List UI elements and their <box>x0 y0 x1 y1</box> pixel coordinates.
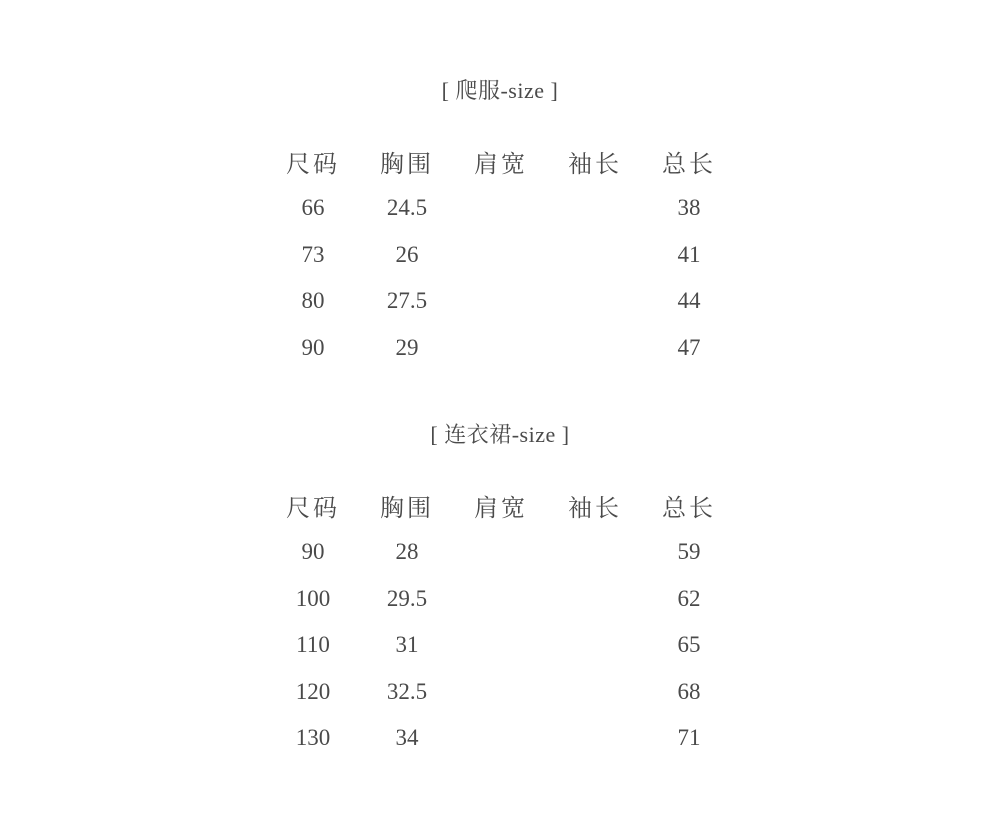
cell-size: 90 <box>301 539 325 564</box>
column-header-size: 尺码 <box>286 152 340 178</box>
table-row <box>266 529 736 576</box>
cell-shoulder <box>454 529 548 576</box>
cell-length: 68 <box>677 678 701 704</box>
column-header-length: 总长 <box>662 496 716 522</box>
cell-sleeve <box>548 669 642 716</box>
table-row <box>266 325 736 372</box>
cell-sleeve <box>548 278 642 325</box>
size-table <box>266 145 736 371</box>
cell-size: 100 <box>295 585 331 611</box>
section-title: [ 爬服-size ] <box>441 78 559 103</box>
cell-shoulder <box>454 669 548 716</box>
cell-shoulder <box>454 715 548 762</box>
table-header-row <box>266 489 736 529</box>
cell-length: 59 <box>677 539 701 564</box>
column-header-sleeve: 袖长 <box>568 496 622 522</box>
cell-sleeve <box>548 185 642 232</box>
cell-size: 66 <box>301 195 325 220</box>
size-table <box>266 489 736 762</box>
table-row <box>266 669 736 716</box>
table-row <box>266 278 736 325</box>
column-header-length: 总长 <box>662 152 716 178</box>
cell-sleeve <box>548 232 642 279</box>
cell-sleeve <box>548 325 642 372</box>
cell-chest: 31 <box>395 632 419 658</box>
table-row <box>266 232 736 279</box>
cell-shoulder <box>454 622 548 669</box>
cell-length: 41 <box>677 241 701 267</box>
cell-chest: 24.5 <box>386 195 428 220</box>
table-row <box>266 185 736 232</box>
column-header-sleeve: 袖长 <box>568 152 622 178</box>
cell-chest: 26 <box>395 241 419 267</box>
cell-chest: 27.5 <box>386 288 428 314</box>
table-header-row <box>266 145 736 185</box>
cell-sleeve <box>548 529 642 576</box>
cell-length: 44 <box>677 288 701 314</box>
cell-size: 130 <box>295 725 331 751</box>
table-row <box>266 622 736 669</box>
column-header-shoulder: 肩宽 <box>474 152 528 178</box>
table-row <box>266 715 736 762</box>
cell-chest: 29.5 <box>386 585 428 611</box>
cell-size: 80 <box>301 288 325 314</box>
cell-chest: 28 <box>395 539 419 564</box>
cell-sleeve <box>548 576 642 623</box>
cell-chest: 29 <box>395 334 419 360</box>
column-header-chest: 胸围 <box>380 152 434 178</box>
cell-length: 71 <box>677 725 701 751</box>
cell-chest: 32.5 <box>386 678 428 704</box>
section-title: [ 连衣裙-size ] <box>430 422 570 447</box>
column-header-shoulder: 肩宽 <box>474 496 528 522</box>
cell-length: 47 <box>677 334 701 360</box>
cell-size: 73 <box>301 241 325 267</box>
cell-sleeve <box>548 715 642 762</box>
cell-shoulder <box>454 325 548 372</box>
cell-shoulder <box>454 185 548 232</box>
column-header-chest: 胸围 <box>380 496 434 522</box>
cell-size: 90 <box>301 334 325 360</box>
cell-size: 110 <box>296 632 330 658</box>
cell-sleeve <box>548 622 642 669</box>
cell-chest: 34 <box>395 725 419 751</box>
cell-size: 120 <box>295 678 331 704</box>
cell-shoulder <box>454 278 548 325</box>
cell-shoulder <box>454 232 548 279</box>
cell-length: 38 <box>677 195 701 220</box>
table-row <box>266 576 736 623</box>
cell-length: 65 <box>677 632 701 658</box>
cell-shoulder <box>454 576 548 623</box>
column-header-size: 尺码 <box>286 496 340 522</box>
cell-length: 62 <box>677 585 701 611</box>
